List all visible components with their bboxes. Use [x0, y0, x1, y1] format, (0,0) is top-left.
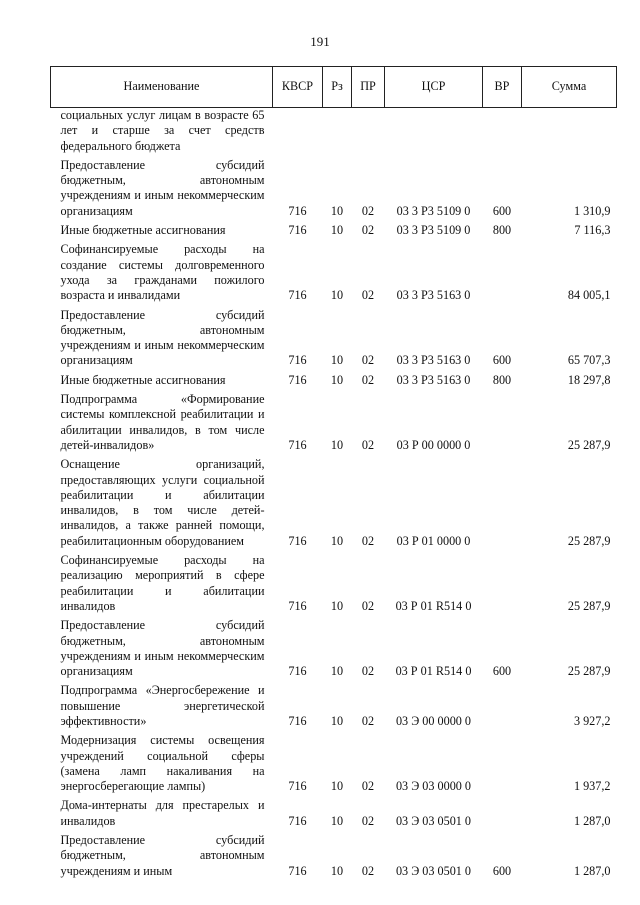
- budget-table: [50, 66, 617, 879]
- cell-name: Дома-интернаты для престарелых и инвалидов: [60, 798, 265, 828]
- cell-pr: 02: [361, 779, 375, 794]
- table-row: [51, 238, 617, 303]
- cell-vr: [483, 238, 522, 303]
- cell-kvsr: 716: [288, 813, 307, 828]
- cell-csr: 03 3 Р3 5109 0: [396, 223, 471, 238]
- cell-pr: 02: [361, 813, 375, 828]
- cell-rz: 10: [330, 203, 344, 218]
- cell-pr: 02: [361, 437, 375, 452]
- header-rz: Рз: [323, 67, 352, 108]
- cell-csr: 03 Р 01 R514 0: [395, 664, 472, 679]
- cell-csr: 03 Р 00 0000 0: [396, 437, 471, 452]
- cell-vr: [483, 108, 522, 154]
- cell-name: Иные бюджетные ассигнования: [60, 223, 226, 238]
- cell-vr: 600: [492, 203, 512, 218]
- cell-kvsr: 716: [288, 713, 307, 728]
- cell-csr: 03 Э 00 0000 0: [395, 713, 472, 728]
- table-row: [51, 388, 617, 453]
- cell-name: Иные бюджетные ассигнования: [60, 372, 226, 387]
- cell-pr: 02: [361, 664, 375, 679]
- header-sum: Сумма: [522, 67, 617, 108]
- cell-kvsr: 716: [288, 598, 307, 613]
- cell-kvsr: 716: [288, 779, 307, 794]
- cell-csr: 03 Р 01 0000 0: [396, 533, 471, 548]
- cell-kvsr: 716: [288, 203, 307, 218]
- cell-pr: 02: [361, 203, 375, 218]
- cell-sum: 1 310,9: [573, 203, 611, 218]
- table-row: [51, 304, 617, 369]
- table-body: [51, 108, 617, 879]
- cell-vr: [483, 549, 522, 614]
- table-row: [51, 219, 617, 238]
- cell-rz: [323, 108, 352, 154]
- table-row: [51, 369, 617, 388]
- cell-name: Подпрограмма «Энергосбережение и повышение энергетической эффективности»: [60, 683, 265, 728]
- cell-sum: [522, 108, 617, 154]
- cell-pr: 02: [361, 713, 375, 728]
- cell-csr: 03 3 Р3 5163 0: [396, 353, 471, 368]
- cell-pr: 02: [361, 863, 375, 878]
- header-kvsr: КВСР: [273, 67, 323, 108]
- cell-kvsr: 716: [288, 863, 307, 878]
- cell-name: Предоставление субсидий бюджетным, автономным учреждениям и иным некоммерческим организациям: [60, 307, 265, 368]
- table-row: [51, 549, 617, 614]
- cell-sum: 25 287,9: [567, 664, 611, 679]
- cell-kvsr: 716: [288, 437, 307, 452]
- cell-sum: 7 116,3: [574, 223, 611, 238]
- cell-rz: 10: [330, 598, 344, 613]
- cell-rz: 10: [330, 664, 344, 679]
- header-pr: ПР: [352, 67, 385, 108]
- cell-rz: 10: [330, 372, 344, 387]
- table-row: [51, 453, 617, 549]
- cell-name: Оснащение организаций, предоставляющих услуги социальной реабилитации и абилитации инвалидов, в том числе детей-инвалидов, а также ранней помощи, реабилитационным оборудованием: [60, 457, 265, 548]
- cell-sum: 3 927,2: [573, 713, 611, 728]
- cell-rz: 10: [330, 779, 344, 794]
- cell-vr: 800: [492, 372, 512, 387]
- cell-csr: 03 Э 03 0501 0: [395, 863, 472, 878]
- table-header-row: [51, 67, 617, 108]
- cell-pr: 02: [361, 533, 375, 548]
- cell-rz: 10: [330, 813, 344, 828]
- cell-sum: 25 287,9: [567, 533, 611, 548]
- cell-pr: [352, 108, 385, 154]
- cell-kvsr: 716: [288, 288, 307, 303]
- cell-sum: 65 707,3: [567, 353, 611, 368]
- cell-name: социальных услуг лицам в возрасте 65 лет и старше за счет средств федерального бюджета: [60, 108, 265, 153]
- header-name: Наименование: [51, 67, 273, 108]
- cell-kvsr: 716: [288, 372, 307, 387]
- cell-vr: [483, 679, 522, 729]
- cell-pr: 02: [361, 598, 375, 613]
- cell-kvsr: 716: [288, 223, 307, 238]
- cell-name: Софинансируемые расходы на реализацию мероприятий в сфере реабилитации и абилитации инвалидов: [60, 553, 265, 613]
- cell-pr: 02: [361, 288, 375, 303]
- cell-rz: 10: [330, 223, 344, 238]
- cell-kvsr: 716: [288, 664, 307, 679]
- cell-name: Предоставление субсидий бюджетным, автономным учреждениям и иным: [60, 833, 265, 878]
- cell-rz: 10: [330, 863, 344, 878]
- cell-name: Софинансируемые расходы на создание системы долговременного ухода за гражданами пожилого возраста и инвалидами: [60, 242, 265, 303]
- cell-csr: [385, 108, 483, 154]
- cell-rz: 10: [330, 353, 344, 368]
- cell-csr: 03 Р 01 R514 0: [395, 598, 472, 613]
- cell-vr: [483, 729, 522, 794]
- cell-vr: [483, 794, 522, 829]
- cell-sum: 25 287,9: [567, 437, 611, 452]
- cell-name: Модернизация системы освещения учреждений социальной сферы (замена ламп накаливания на энергосберегающие лампы): [60, 733, 265, 794]
- cell-sum: 1 287,0: [573, 863, 611, 878]
- table-row: [51, 679, 617, 729]
- cell-csr: 03 3 Р3 5163 0: [396, 372, 471, 387]
- table-row: [51, 108, 617, 154]
- cell-name: Предоставление субсидий бюджетным, автономным учреждениям и иным некоммерческим организациям: [60, 157, 265, 218]
- cell-vr: 600: [492, 353, 512, 368]
- cell-kvsr: 716: [288, 353, 307, 368]
- cell-name: Предоставление субсидий бюджетным, автономным учреждениям и иным некоммерческим организациям: [60, 618, 265, 679]
- cell-rz: 10: [330, 288, 344, 303]
- table-row: [51, 614, 617, 679]
- cell-csr: 03 Э 03 0501 0: [395, 813, 472, 828]
- page-number: 191: [310, 34, 330, 49]
- cell-sum: 25 287,9: [567, 598, 611, 613]
- cell-vr: 600: [492, 664, 512, 679]
- cell-sum: 1 287,0: [573, 813, 611, 828]
- cell-vr: [483, 453, 522, 549]
- cell-pr: 02: [361, 372, 375, 387]
- cell-sum: 18 297,8: [567, 372, 611, 387]
- cell-vr: 800: [492, 223, 512, 238]
- cell-rz: 10: [330, 713, 344, 728]
- cell-pr: 02: [361, 223, 375, 238]
- cell-pr: 02: [361, 353, 375, 368]
- cell-vr: 600: [492, 863, 512, 878]
- cell-rz: 10: [330, 437, 344, 452]
- header-csr: ЦСР: [385, 67, 483, 108]
- table-row: [51, 829, 617, 879]
- cell-kvsr: 716: [288, 533, 307, 548]
- cell-sum: 84 005,1: [567, 288, 611, 303]
- table-row: [51, 794, 617, 829]
- cell-kvsr: [273, 108, 323, 154]
- header-vr: ВР: [483, 67, 522, 108]
- cell-rz: 10: [330, 533, 344, 548]
- cell-csr: 03 3 Р3 5109 0: [396, 203, 471, 218]
- table-row: [51, 729, 617, 794]
- table-row: [51, 154, 617, 219]
- cell-sum: 1 937,2: [573, 779, 611, 794]
- cell-vr: [483, 388, 522, 453]
- cell-csr: 03 Э 03 0000 0: [395, 779, 472, 794]
- cell-csr: 03 3 Р3 5163 0: [396, 288, 471, 303]
- cell-name: Подпрограмма «Формирование системы комплексной реабилитации и абилитации инвалидов, в том числе детей-инвалидов»: [60, 392, 265, 452]
